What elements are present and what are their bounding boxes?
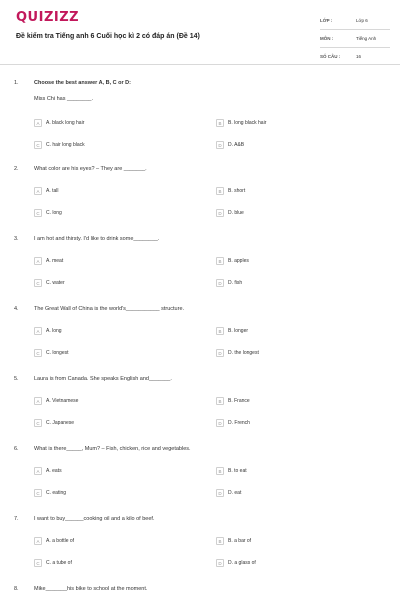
choice-b[interactable] bbox=[216, 256, 249, 266]
meta-row-subject bbox=[320, 30, 390, 48]
choice-d[interactable] bbox=[216, 208, 244, 218]
choice-letter-box: B bbox=[216, 119, 224, 127]
choice-letter-box: C bbox=[34, 489, 42, 497]
choice-text: D. A&B bbox=[228, 142, 245, 148]
choice-b[interactable] bbox=[216, 396, 250, 406]
choice-letter-box: C bbox=[34, 419, 42, 427]
choice-a[interactable] bbox=[34, 326, 62, 336]
choice-text: A. a bottle of bbox=[46, 538, 75, 544]
choice-d[interactable] bbox=[216, 348, 259, 358]
choice-letter-box: B bbox=[216, 327, 224, 335]
choice-text: B. long black hair bbox=[228, 120, 267, 126]
meta-row-class bbox=[320, 12, 390, 30]
choice-d[interactable] bbox=[216, 418, 250, 428]
choice-letter-box: D bbox=[216, 489, 224, 497]
choice-a[interactable] bbox=[34, 466, 62, 476]
choice-text: C. Japanese bbox=[46, 420, 75, 426]
meta-value: Tiếng Anh bbox=[356, 36, 377, 41]
choice-c[interactable] bbox=[34, 418, 74, 428]
choice-letter-box: A bbox=[34, 257, 42, 265]
question-number: 4. bbox=[14, 306, 19, 312]
choice-letter-box: B bbox=[216, 467, 224, 475]
question-text: What is there_____, Mum? – Fish, chicken, rice and vegetables. bbox=[34, 446, 191, 452]
meta-value: Lớp 6 bbox=[356, 18, 368, 23]
choice-d[interactable] bbox=[216, 488, 241, 498]
question-number: 6. bbox=[14, 446, 19, 452]
choice-c[interactable] bbox=[34, 348, 69, 358]
choice-a[interactable] bbox=[34, 536, 74, 546]
choice-text: D. the longest bbox=[228, 350, 259, 356]
choice-text: B. France bbox=[228, 398, 250, 404]
choice-d[interactable] bbox=[216, 140, 244, 150]
meta-label: MÔN : bbox=[320, 36, 334, 41]
choice-text: C. hair long black bbox=[46, 142, 85, 148]
choice-text: A. Vietnamese bbox=[46, 398, 79, 404]
quizizz-logo: QUIZIZZ bbox=[16, 10, 80, 25]
choice-text: C. longest bbox=[46, 350, 69, 356]
choice-letter-box: D bbox=[216, 209, 224, 217]
choice-letter-box: C bbox=[34, 279, 42, 287]
choice-text: A. black long hair bbox=[46, 120, 85, 126]
question-text: What color are his eyes? – They are _______. bbox=[34, 166, 147, 172]
choice-text: D. eat bbox=[228, 490, 242, 496]
choice-b[interactable] bbox=[216, 536, 251, 546]
choice-letter-box: A bbox=[34, 467, 42, 475]
choice-text: A. long bbox=[46, 328, 62, 334]
choice-letter-box: C bbox=[34, 209, 42, 217]
question-number: 7. bbox=[14, 516, 19, 522]
choice-text: C. long bbox=[46, 210, 62, 216]
choice-text: C. a tube of bbox=[46, 560, 72, 566]
meta-value: 16 bbox=[356, 54, 362, 59]
choice-b[interactable] bbox=[216, 186, 245, 196]
choice-d[interactable] bbox=[216, 558, 256, 568]
choice-letter-box: A bbox=[34, 119, 42, 127]
question-number: 1. bbox=[14, 80, 19, 86]
choice-c[interactable] bbox=[34, 488, 66, 498]
question-text: I want to buy______cooking oil and a kilo of beef. bbox=[34, 516, 155, 522]
choice-c[interactable] bbox=[34, 208, 62, 218]
choice-letter-box: C bbox=[34, 349, 42, 357]
choice-a[interactable] bbox=[34, 186, 59, 196]
choice-letter-box: D bbox=[216, 141, 224, 149]
question-number: 3. bbox=[14, 236, 19, 242]
choice-b[interactable] bbox=[216, 326, 248, 336]
question-text: Miss Chi has ________. bbox=[34, 96, 94, 102]
question-text: The Great Wall of China is the world's___________ structure. bbox=[34, 306, 185, 312]
choice-c[interactable] bbox=[34, 278, 65, 288]
header-divider bbox=[0, 64, 400, 65]
question-text: I am hot and thirsty. I'd like to drink some________. bbox=[34, 236, 160, 242]
choice-letter-box: B bbox=[216, 257, 224, 265]
choice-text: B. short bbox=[228, 188, 246, 194]
choice-text: A. meat bbox=[46, 258, 64, 264]
choice-text: C. water bbox=[46, 280, 65, 286]
choice-text: B. to eat bbox=[228, 468, 247, 474]
choice-letter-box: B bbox=[216, 187, 224, 195]
choice-text: A. eats bbox=[46, 468, 62, 474]
choice-text: D. fish bbox=[228, 280, 243, 286]
choice-letter-box: C bbox=[34, 141, 42, 149]
meta-label: SỐ CÂU : bbox=[320, 54, 341, 59]
choice-text: A. tall bbox=[46, 188, 59, 194]
choice-text: C. eating bbox=[46, 490, 67, 496]
choice-c[interactable] bbox=[34, 140, 85, 150]
meta-label: LỚP : bbox=[320, 18, 333, 23]
choice-letter-box: A bbox=[34, 537, 42, 545]
choice-a[interactable] bbox=[34, 118, 84, 128]
choice-text: B. longer bbox=[228, 328, 249, 334]
choice-a[interactable] bbox=[34, 256, 63, 266]
choice-letter-box: D bbox=[216, 419, 224, 427]
choice-b[interactable] bbox=[216, 118, 266, 128]
question-text: Mike_______his bike to school at the moment. bbox=[34, 586, 148, 592]
meta-table bbox=[320, 12, 390, 65]
choice-letter-box: D bbox=[216, 559, 224, 567]
question-number: 8. bbox=[14, 586, 19, 592]
choice-letter-box: A bbox=[34, 327, 42, 335]
question-instruction: Choose the best answer A, B, C or D: bbox=[34, 80, 131, 86]
question-number: 5. bbox=[14, 376, 19, 382]
choice-d[interactable] bbox=[216, 278, 242, 288]
choice-letter-box: A bbox=[34, 397, 42, 405]
choice-a[interactable] bbox=[34, 396, 78, 406]
choice-text: D. blue bbox=[228, 210, 244, 216]
choice-text: B. a bar of bbox=[228, 538, 252, 544]
question-number: 2. bbox=[14, 166, 19, 172]
question-text: Laura is from Canada. She speaks English and_______. bbox=[34, 376, 172, 382]
meta-row-count bbox=[320, 48, 390, 65]
choice-text: D. French bbox=[228, 420, 250, 426]
choice-letter-box: B bbox=[216, 397, 224, 405]
choice-letter-box: C bbox=[34, 559, 42, 567]
choice-text: B. apples bbox=[228, 258, 249, 264]
choice-b[interactable] bbox=[216, 466, 247, 476]
choice-text: D. a glass of bbox=[228, 560, 256, 566]
document-title: Đề kiểm tra Tiếng anh 6 Cuối học kì 2 có đáp án (Đề 14) bbox=[16, 33, 200, 40]
choice-letter-box: D bbox=[216, 349, 224, 357]
choice-letter-box: A bbox=[34, 187, 42, 195]
choice-letter-box: B bbox=[216, 537, 224, 545]
choice-letter-box: D bbox=[216, 279, 224, 287]
choice-c[interactable] bbox=[34, 558, 72, 568]
